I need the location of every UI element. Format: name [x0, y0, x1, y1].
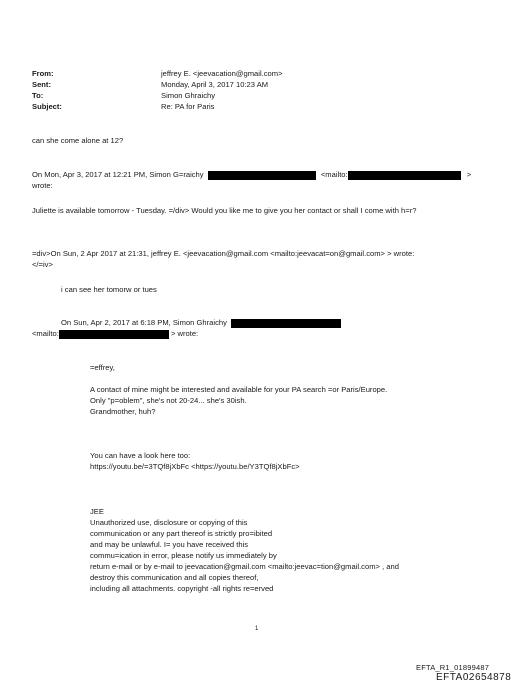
- disclaimer-line-4: commu=ication in error, please notify us immediately by: [90, 551, 277, 560]
- quote3-header: [61, 318, 341, 328]
- look-link[interactable]: https://youtu.be/=3TQf8jXbFc <https://youtu.be/Y3TQf8jXbFc>: [90, 462, 300, 471]
- disclaimer-line-3: and may be unlawful. I= you have received this: [90, 540, 249, 549]
- quote3-mailto: <mailto:: [32, 329, 59, 338]
- from-value: jeffrey E. <jeevacation@gmail.com>: [161, 69, 283, 78]
- see-her-line: i can see her tomorw or tues: [61, 285, 157, 294]
- quote2-close: </=iv>: [32, 260, 53, 269]
- look-line-1: You can have a look here too:: [90, 451, 191, 460]
- quote1-wrote: wrote:: [32, 181, 53, 190]
- quote2-header: =div>On Sun, 2 Apr 2017 at 21:31, jeffrey E. <jeevacation@gmail.com <mailto:jeevacat=on@gmail.com> > wrote:: [32, 249, 415, 258]
- sent-label: Sent:: [32, 80, 51, 89]
- signature-jee: JEE: [90, 507, 104, 516]
- disclaimer-line-7: including all attachments. copyright -all rights re=erved: [90, 584, 274, 593]
- to-label: To:: [32, 91, 44, 100]
- quote1-header: [32, 170, 471, 180]
- sent-value: Monday, April 3, 2017 10:23 AM: [161, 80, 269, 89]
- disclaimer-line-1: Unauthorized use, disclosure or copying of this: [90, 518, 248, 527]
- disclaimer-line-6: destroy this communication and all copies thereof,: [90, 573, 259, 582]
- redaction-block: [231, 319, 341, 328]
- disclaimer-line-2: communication or any part thereof is strictly pro=ibited: [90, 529, 273, 538]
- quote1-mailto: <mailto:: [320, 170, 348, 179]
- bates-number-small: EFTA_R1_01899487: [416, 663, 490, 672]
- redaction-block: [208, 171, 316, 180]
- contact-line-3: Grandmother, huh?: [90, 407, 156, 416]
- juliette-line: Juliette is available tomorrow - Tuesday. =/div> Would you like me to give you her contact or shall I come with h=r?: [32, 206, 417, 215]
- reply-line: can she come alone at 12?: [32, 136, 124, 145]
- from-label: From:: [32, 69, 54, 78]
- disclaimer-line-5: return e-mail or by e-mail to jeevacation@gmail.com <mailto:jeevac=tion@gmail.com> , and: [90, 562, 399, 571]
- quote1-text: On Mon, Apr 3, 2017 at 12:21 PM, Simon G=raichy: [32, 170, 204, 179]
- redaction-block: [348, 171, 461, 180]
- redaction-block: [59, 330, 169, 339]
- subject-label: Subject:: [32, 102, 62, 111]
- to-value: Simon Ghraichy: [161, 91, 216, 100]
- quote1-end: >: [466, 170, 472, 179]
- page-number: 1: [255, 626, 259, 632]
- subject-value: Re: PA for Paris: [161, 102, 215, 111]
- bates-number-large: EFTA02654878: [436, 672, 512, 683]
- quote3-text: On Sun, Apr 2, 2017 at 6:18 PM, Simon Ghraichy: [61, 318, 227, 327]
- effrey-line: =effrey,: [90, 363, 115, 372]
- contact-line-2: Only "p=oblem", she's not 20-24... she's 30ish.: [90, 396, 247, 405]
- quote3-mailto-line: [32, 329, 198, 339]
- quote3-wrote: > wrote:: [170, 329, 199, 338]
- contact-line-1: A contact of mine might be interested and available for your PA search =or Paris/Europe.: [90, 385, 388, 394]
